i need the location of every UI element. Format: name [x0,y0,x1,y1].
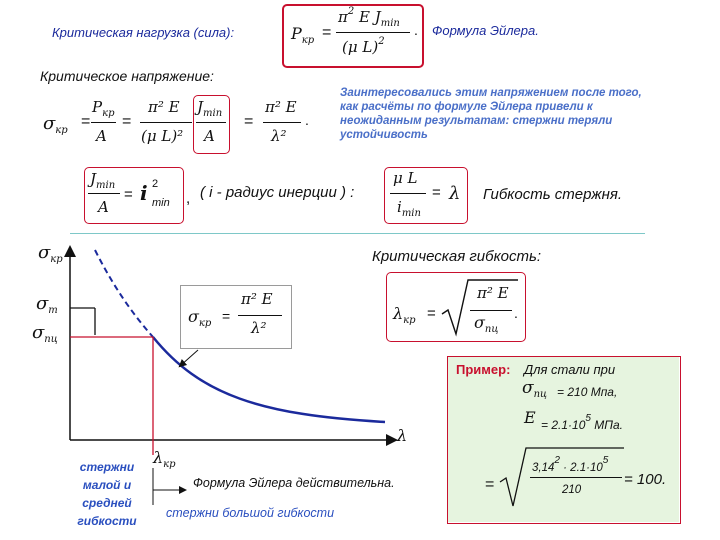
crit-flex-den: $\sigma_{пц}$ [474,313,499,335]
eq3: = [244,113,254,130]
euler-formula-name: Формула Эйлера. [432,23,539,38]
example-text: Для стали при [524,362,616,377]
crit-flex-eq: = [427,305,436,322]
row3-lambda: λ [449,183,461,204]
euler-stress-bar [238,315,282,316]
long-rods-label: стержни большой гибкости [166,506,335,520]
example-result: = 100. [624,471,667,488]
y-axis-label: $\sigma_{кр}$ [38,242,63,265]
crit-flex-dot: . [514,305,518,321]
euler-stress-num: π² E [241,290,273,308]
euler-stress-den: λ² [251,319,267,337]
row3-comma: , [186,190,191,207]
sigma-t-label: $\sigma_т$ [36,293,58,316]
row3-frac2-num: μ L [393,169,418,187]
example-den: 210 [562,484,582,496]
example-bar [530,477,622,478]
frac4-num: π² E [265,98,297,116]
frac3-den: A [204,127,215,145]
example-eq: = [485,476,495,493]
row3-frac-den: A [98,198,109,216]
x-axis-label: λ [397,426,408,445]
euler-curve-solid [153,337,385,422]
frac2-den: (μ L)² [141,127,184,145]
pkr-symbol: $P_{кр}$ [291,24,315,46]
example-E: E [524,408,536,427]
eq1: = [81,113,91,130]
frac3-num: $J_{min}$ [197,98,223,119]
frac4-den: λ² [271,127,287,145]
euler-valid-label: Формула Эйлера действительна. [193,476,395,490]
eq-sign: = [322,24,332,41]
critical-load-label: Критическая нагрузка (сила): [52,25,235,40]
p-over-a-num: $P_{кр}$ [92,98,115,119]
row3-i-sup: 2 [152,178,159,190]
euler-stress-eq: = [222,308,231,324]
crit-flex-lhs: $\lambda_{кр}$ [393,304,416,326]
dot: . [414,22,418,38]
radius-text: ( i - радиус инерции ) : [200,184,355,201]
lambda-kr-label: $\lambda_{кр}$ [153,448,176,470]
row3-eq2: = [432,184,441,201]
euler-stress-lhs: $\sigma_{кр}$ [188,307,212,329]
load-denominator: (μ L)$^2$ [342,36,385,56]
row3-i-sub: min [152,197,170,209]
crit-flex-num: π² E [477,284,509,302]
example-sigma: $\sigma_{пц}$ [522,378,548,400]
example-E-value: = $2.1\cdot 10^5$ МПа. [541,413,623,432]
flex-label: Гибкость стержня. [483,186,623,203]
euler-pointer [180,350,198,366]
crit-flex-bar [470,310,512,311]
row3-eq: = [124,186,133,203]
short-rods-label: стержни малой и средней гибкости [77,460,137,528]
critical-flex-label: Критическая гибкость: [372,248,542,265]
example-num: 3,142 · 2.1·105 [532,455,609,474]
stress-interest-note: Заинтересовались этим напряжением после того, как расчёты по формуле Эйлера привели к неожиданным результатам: стержни теряли устойчивость [340,87,642,141]
row3-frac-num: $J_{min}$ [90,170,116,191]
eq2: = [122,113,132,130]
p-over-a-den: A [96,127,107,145]
example-sigma-value: = 210 Мпа, [557,385,618,399]
sigma-kr: $\sigma_{кр}$ [43,113,68,136]
load-numerator: $\pi^2$ E $J_{min}$ [338,6,400,29]
row3-frac2-den: $i_{min}$ [397,198,421,219]
frac2-num: π² E [148,98,180,116]
example-title: Пример: [456,362,511,377]
critical-stress-label: Критическое напряжение: [40,68,214,84]
euler-curve-dashed [95,250,153,337]
sigma-pc-label: $\sigma_{пц}$ [32,322,58,345]
dot2: . [305,112,309,128]
row3-i: i [140,181,148,205]
